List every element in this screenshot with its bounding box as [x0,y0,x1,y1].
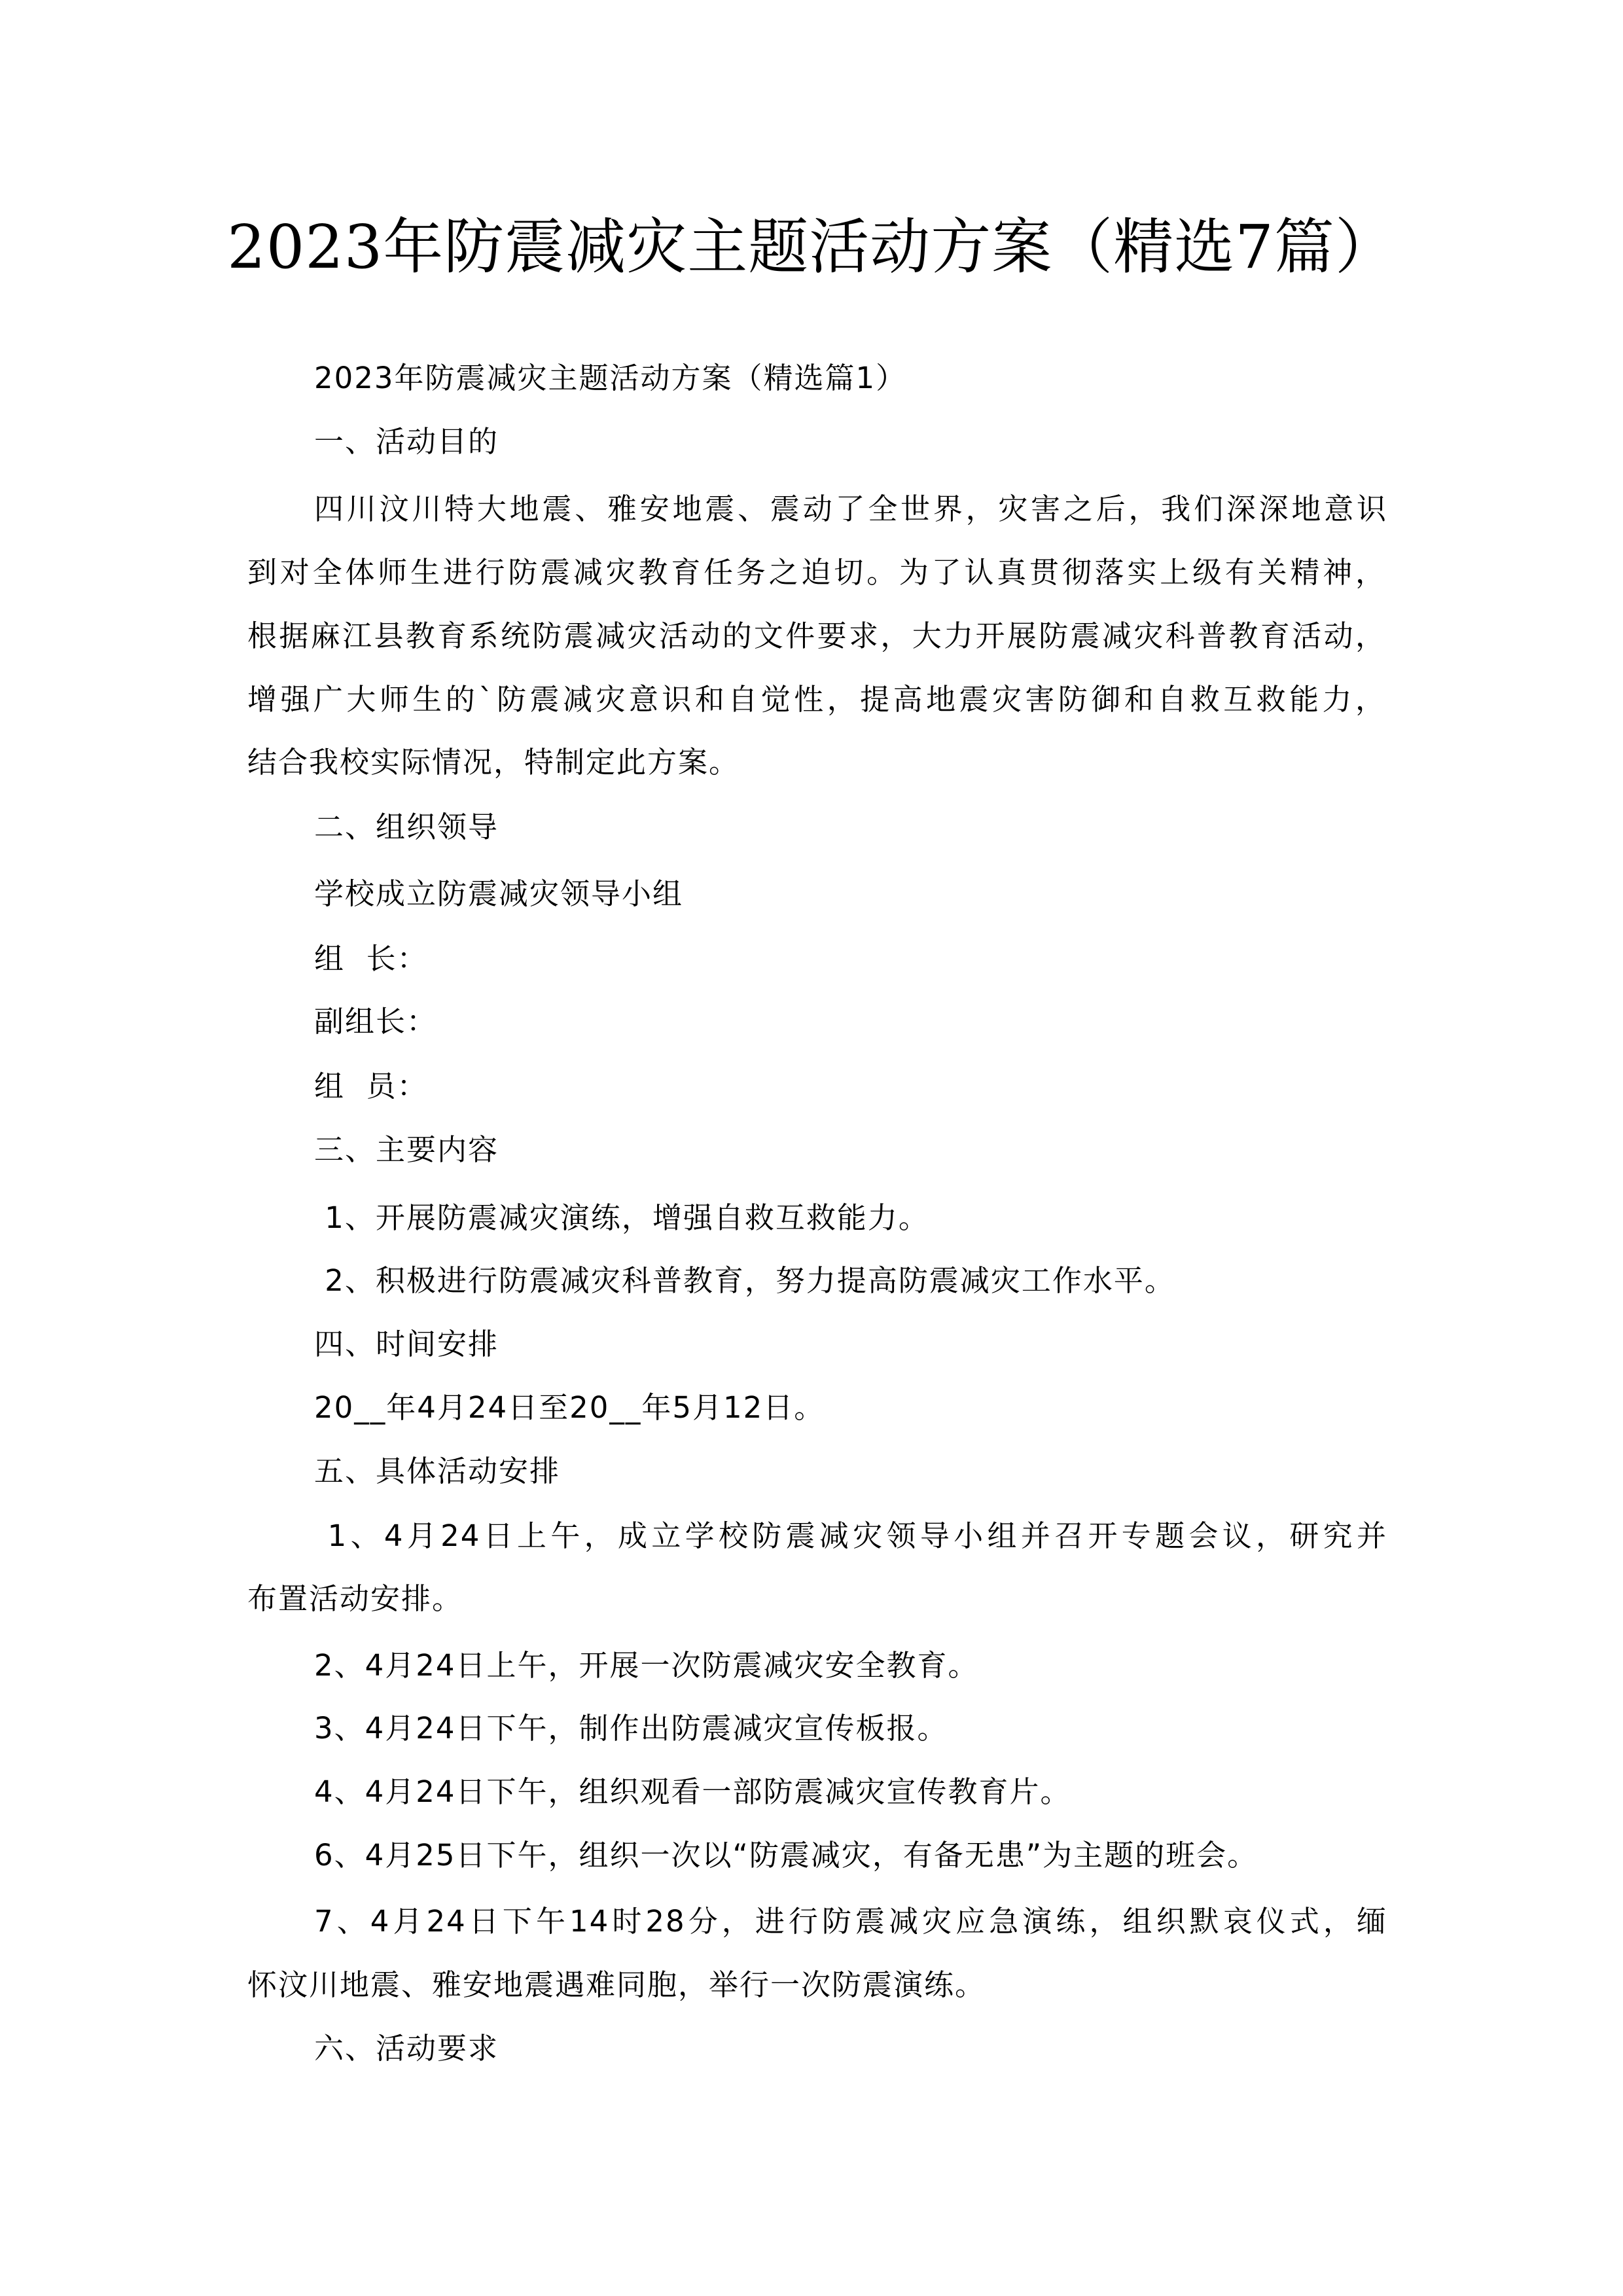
article-subtitle: 2023年防震减灾主题活动方案（精选篇1） [314,361,907,395]
list-item-continuation: 怀汶川地震、雅安地震遇难同胞，举行一次防震演练。 [247,1967,986,2002]
paragraph-line: 结合我校实际情况，特制定此方案。 [247,745,740,780]
section-heading-requirements: 六、活动要求 [314,2031,499,2066]
section-heading-schedule: 四、时间安排 [314,1327,499,1361]
section-heading-organization: 二、组织领导 [314,810,499,844]
list-item: 3、4月24日下午，制作出防震减灾宣传板报。 [314,1711,948,1746]
group-statement: 学校成立防震减灾领导小组 [314,876,684,911]
paragraph-line: 增强广大师生的`防震减灾意识和自觉性，提高地震灾害防御和自救互救能力， [247,682,1386,717]
list-item: 1、开展防震减灾演练，增强自救互救能力。 [314,1200,929,1235]
list-item: 7、4月24日下午14时28分，进行防震减灾应急演练，组织默哀仪式，缅 [314,1904,1387,1939]
list-item-continuation: 布置活动安排。 [247,1581,463,1616]
schedule-dates: 20__年4月24日至20__年5月12日。 [314,1390,825,1425]
section-heading-content: 三、主要内容 [314,1132,499,1167]
section-heading-purpose: 一、活动目的 [314,424,499,459]
list-item: 4、4月24日下午，组织观看一部防震减灾宣传教育片。 [314,1774,1071,1809]
document-title: 2023年防震减灾主题活动方案（精选7篇） [227,212,1396,282]
list-item: 6、4月25日下午，组织一次以“防震减灾，有备无患”为主题的班会。 [314,1838,1258,1873]
leader-field: 组 长： [314,941,428,976]
paragraph-line: 到对全体师生进行防震减灾教育任务之迫切。为了认真贯彻落实上级有关精神， [247,555,1386,590]
paragraph-line: 四川汶川特大地震、雅安地震、震动了全世界，灾害之后，我们深深地意识 [314,492,1387,526]
list-item: 2、4月24日上午，开展一次防震减灾安全教育。 [314,1648,979,1683]
paragraph-line: 根据麻江县教育系统防震减灾活动的文件要求，大力开展防震减灾科普教育活动， [247,619,1386,653]
list-item: 2、积极进行防震减灾科普教育，努力提高防震减灾工作水平。 [314,1263,1175,1298]
list-item: 1、4月24日上午，成立学校防震减灾领导小组并召开专题会议，研究并 [314,1518,1387,1553]
section-heading-activities: 五、具体活动安排 [314,1454,561,1488]
deputy-leader-field: 副组长： [314,1004,438,1039]
members-field: 组 员： [314,1069,428,1103]
